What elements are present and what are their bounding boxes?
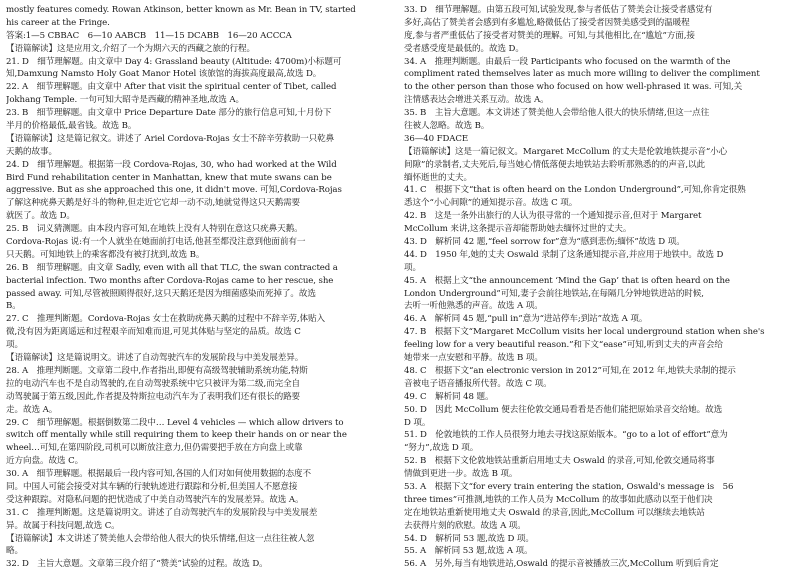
right-column-text-line: 56. A 另外,每当有地铁进站,Oswald 的提示音被播放三次,McCollum 听到后肯定 <box>404 559 719 570</box>
right-column-text-line: 【语篇解读】这是一篇记叙文。Margaret McCollum 的丈夫是伦敦地铁提示音“小心 <box>404 146 728 157</box>
right-column-text-line: compliment rated themselves later as much more willing to deliver the compliment <box>404 69 760 80</box>
left-column-text-line: 【语篇解读】这是篇说明文。讲述了自动驾驶汽车的发展阶段与中美发展差异。 <box>6 353 304 364</box>
right-column-text-line: 52. B 根据下文伦敦地铁站重新启用地丈夫 Oswald 的录音,可知,伦敦交通局将事 <box>404 456 715 467</box>
right-column-text-line: 49. C 解析同 48 题。 <box>404 391 494 402</box>
right-column-text-line: 46. A 解析同 45 题,“pull in”意为“进站停车;到站”故选 A 项。 <box>404 314 648 325</box>
right-column-text-line: D 项。 <box>404 417 431 428</box>
right-column-text-line: 45. A 根据上文“the announcement ‘Mind the Gap’ that is often heard on the <box>404 275 730 286</box>
left-column-text-line: Jokhang Temple. 一句可知大昭寺是西藏的精神圣地,故选 A。 <box>6 95 245 106</box>
left-column <box>6 4 388 571</box>
right-column-text-line: 多好,高估了赞美者会感到有多尴尬,略微低估了接受者因赞美感受到的温暖程 <box>404 17 690 28</box>
left-column-text-line: 22. A 细节理解题。由文章中 After that visit the spiritual center of Tibet, called <box>6 82 337 93</box>
left-column-text-line: 【语篇解读】本文讲述了赞美他人会带给他人很大的快乐情绪,但这一点往往被人忽 <box>6 533 315 544</box>
right-column-text-line: three times”可推测,地铁的工作人员为 McCollum 的故事如此感动以至于他们决 <box>404 494 713 505</box>
left-column-text-line: 29. C 细节理解题。根据倒数第二段中… Level 4 vehicles — which allow drivers to <box>6 417 344 428</box>
right-column-text-line: 50. D 因此 McCollum 便去往伦敦交通局看看是否他们能把原始录音交给她。故选 <box>404 404 723 415</box>
left-column-text-line: 天鹅的故事。 <box>6 146 57 157</box>
left-column-text-line: 略。 <box>6 546 23 557</box>
right-column-text-line: “努力”,故选 D 项。 <box>404 443 479 454</box>
left-column-text-line: 就医了。故选 D。 <box>6 211 75 222</box>
left-column-text-line: 32. D 主旨大意题。文章第三段介绍了“赞美”试验的过程。故选 D。 <box>6 559 268 570</box>
left-column-text-line: 26. B 细节理解题。由文章 Sadly, even with all that TLC, the swan contracted a <box>6 262 338 273</box>
right-column-text-line: 她带来一点安慰和平静。故选 B 项。 <box>404 353 543 364</box>
left-column-text-line: 24. D 细节理解题。根据第一段 Cordova-Rojas, 30, who had worked at the Wild <box>6 159 337 170</box>
left-column-text-line: 动驾驶属于第五级,因此,作者提及特斯拉电动汽车为了表明我们还有很长的路要 <box>6 391 301 402</box>
right-column-text-line: 55. A 解析同 53 题,故选 A 项。 <box>404 546 533 557</box>
right-column-text-line: 44. D 1950 年,她的丈夫 Oswald 录制了这条通知提示音,并应用于地铁中。故选 D <box>404 249 724 260</box>
right-column-text-line: 去听一听他熟悉的声音。故选 A 项。 <box>404 301 543 312</box>
right-column-text-line: London Underground”可知,妻子会前往地铁站,在每隔几分钟地铁进站的时候, <box>404 288 704 299</box>
left-column-text-line: passed away. 可知,尽管被照顾得很好,这只天鹅还是因为细菌感染而死掉了。故选 <box>6 288 316 299</box>
left-column-text-line: 31. C 推理判断题。这是篇说明文。讲述了自动驾驶汽车的发展阶段与中美发展差 <box>6 507 318 518</box>
right-column-text-line: 受者感受度是最低的。故选 D。 <box>404 43 524 54</box>
left-column-text-line: B。 <box>6 301 21 312</box>
left-column-text-line: aggressive. But as she approached this one, it didn't move. 可知,Cordova-Rojas <box>6 185 342 196</box>
left-column-text-line: 项。 <box>6 340 23 351</box>
right-column-text-line: feeling low for a very beautiful reason.”和下文“ease”可知,听到丈夫的声音会给 <box>404 340 723 351</box>
left-column-text-line: 28. A 推理判断题。文章第二段中,作者指出,即便有高级驾驶辅助系统功能,特斯 <box>6 365 308 376</box>
right-column-text-line: 48. C 根据下文“an electronic version in 2012”可知,在 2012 年,地铁夫录制的提示 <box>404 365 736 376</box>
left-column-text-line: 知,Damxung Namsto Holy Goat Manor Hotel 该旅馆的海拔高度最高,故选 D。 <box>6 69 322 80</box>
right-column-text-line: 43. D 解析同 42 题,“feel sorrow for”意为“感到悲伤;缅怀”故选 D 项。 <box>404 237 685 248</box>
right-column-text-line: 间隙”的录制者,丈夫死后,每当她心情低落便去地铁站去聆听那熟悉的的声音,以此 <box>404 159 705 170</box>
left-column-text-line: 了解这种疣鼻天鹅是好斗的物种,但走近它它却一动不动,她就觉得这只天鹅需要 <box>6 198 301 209</box>
left-column-text-line: 答案:1—5 CBBAC 6—10 AABCB 11—15 DCABB 16—20 ACCCA <box>6 30 292 41</box>
left-column-text-line: 受这种跟踪。对隐私问题的把忧造成了中美自动驾驶汽车的发展差异。故选 A。 <box>6 494 304 505</box>
left-column-text-line: 同。中国人可能会接受对其车辆的行驶轨迹进行跟踪和分析,但美国人不愿意接 <box>6 481 298 492</box>
left-column-text-line: Cordova-Rojas 说:有一个人就坐在她面前打电话,他甚至都没注意到他面前有一 <box>6 237 306 248</box>
left-column-text-line: 近方向盘。故选 C。 <box>6 456 84 467</box>
right-column-text-line: 33. D 细节理解题。由第五段可知,试验发现,参与者低估了赞美会让接受者感觉有 <box>404 5 713 15</box>
right-column <box>404 4 786 571</box>
right-column-text-line: 定在地铁站重新使用地丈夫 Oswald 的录音,因此,McCollum 可以继续去地铁站 <box>404 507 705 518</box>
left-column-text-line: wheel…可知,在第四阶段,司机可以断放注意力,但仍需要把手放在方向盘上或靠 <box>6 443 303 454</box>
right-column-text-line: 41. C 根据下文“that is often heard on the London Underground”,可知,你肯定很熟 <box>404 185 746 196</box>
left-column-text-line: 拉的电动汽车也不是自动驾驶的,在自动驾驶系统中它只被评为第二级,而完全自 <box>6 378 301 389</box>
right-column-text-line: 34. A 推理判断题。由最后一段 Participants who focused on the warmth of the <box>404 56 731 67</box>
right-column-text-line: McCollum 来讲,这条提示音却能帮助她去缅怀过世的丈夫。 <box>404 224 632 235</box>
left-column-text-line: 30. A 细节理解题。根据最后一段内容可知,各国的人们对如何使用数据的态度不 <box>6 469 312 480</box>
left-column-text-line: 21. D 细节理解题。由文章中 Day 4: Grassland beauty (Altitude: 4700m)小标题可 <box>6 56 342 67</box>
left-column-text-line: bacterial infection. Two months after Cordova-Rojas came to her rescue, she <box>6 275 334 286</box>
right-column-text-line: 47. B 根据下文“Margaret McCollum visits her local underground station when she's <box>404 327 765 338</box>
left-column-text-line: 【语篇解读】这是应用文,介绍了一个为期六天的西藏之旅的行程。 <box>6 43 255 54</box>
left-column-text-line: 异。故属于科技问题,故选 C。 <box>6 520 120 531</box>
left-column-text-line: switch off mentally while still requiring them to keep their hands on or near the <box>6 430 347 441</box>
left-column-text-line: 半月的价格最低,最省钱。故选 B。 <box>6 121 137 132</box>
right-column-text-line: to the other person than those who focused on how well-phrased it was. 可知,关 <box>404 82 743 93</box>
right-column-text-line: 53. A 根据下文“for every train entering the station, Oswald's message is 56 <box>404 481 734 492</box>
left-column-text-line: his career at the Fringe. <box>6 17 110 28</box>
right-column-text-line: 去获得片刻的欣慰。故选 A 项。 <box>404 520 526 531</box>
right-column-text-line: 音被电子语音播报所代替。故选 C 项。 <box>404 378 552 389</box>
left-column-text-line: mostly features comedy. Rowan Atkinson, better known as Mr. Bean in TV, started <box>6 5 356 15</box>
right-column-text-line: 51. D 伦敦地铁的工作人员很努力地去寻找这原始版本。“go to a lot of effort”意为 <box>404 430 728 441</box>
right-column-text-line: 情做到更进一步。故选 B 项。 <box>404 469 518 480</box>
left-column-text-line: 23. B 细节理解题。由文章中 Price Departure Date 部分的旅行信息可知,十月份下 <box>6 108 332 119</box>
right-column-text-line: 35. B 主旨大意题。本文讲述了赞美他人会带给他人很大的快乐情绪,但这一点往 <box>404 108 710 119</box>
left-column-text-line: 只天鹅。可知地铁上的乘客都没有被打扰到,故选 B。 <box>6 249 205 260</box>
right-column-text-line: 往被人忽略。故选 B。 <box>404 121 490 132</box>
left-column-text-line: 微,没有因为距离遥远和过程艰辛而知难而退,可见其体贴与坚定的品质。故选 C <box>6 327 301 338</box>
right-column-text-line: 54. D 解析同 53 题,故选 D 项。 <box>404 533 534 544</box>
left-column-text-line: 【语篇解读】这是篇记叙文。讲述了 Ariel Cordova-Rojas 女士不辞辛劳救助一只乾鼻 <box>6 133 335 144</box>
left-column-text-line: 27. C 推理判断题。Cordova-Rojas 女士在救助疣鼻天鹅的过程中不辞辛劳,体贴入 <box>6 314 326 325</box>
right-column-text-line: 度,参与者严重低估了接受者对赞美的理解。可知,与其他相比,在“尴尬”方面,接 <box>404 30 695 41</box>
left-column-text-line: 25. B 词义猜测题。由本段内容可知,在地铁上没有人特别在意这只疣鼻天鹅。 <box>6 224 303 235</box>
right-column-text-line: 项。 <box>404 262 421 273</box>
right-column-text-line: 注情感表达会增进关系互动。故选 A。 <box>404 95 549 106</box>
right-column-text-line: 36—40 FDACE <box>404 133 469 144</box>
left-column-text-line: Bird Fund rehabilitation center in Manhattan, knew that mute swans can be <box>6 172 332 183</box>
left-column-text-line: 走。故选 A。 <box>6 404 58 415</box>
right-column-text-line: 42. B 这是一条外出旅行的人认为很寻常的一个通知提示音,但对于 Margaret <box>404 211 702 222</box>
right-column-text-line: 缅怀逝世的丈夫。 <box>404 172 472 183</box>
right-column-text-line: 悉这个“小心间隙”的通知提示音。故选 C 项。 <box>404 198 578 209</box>
